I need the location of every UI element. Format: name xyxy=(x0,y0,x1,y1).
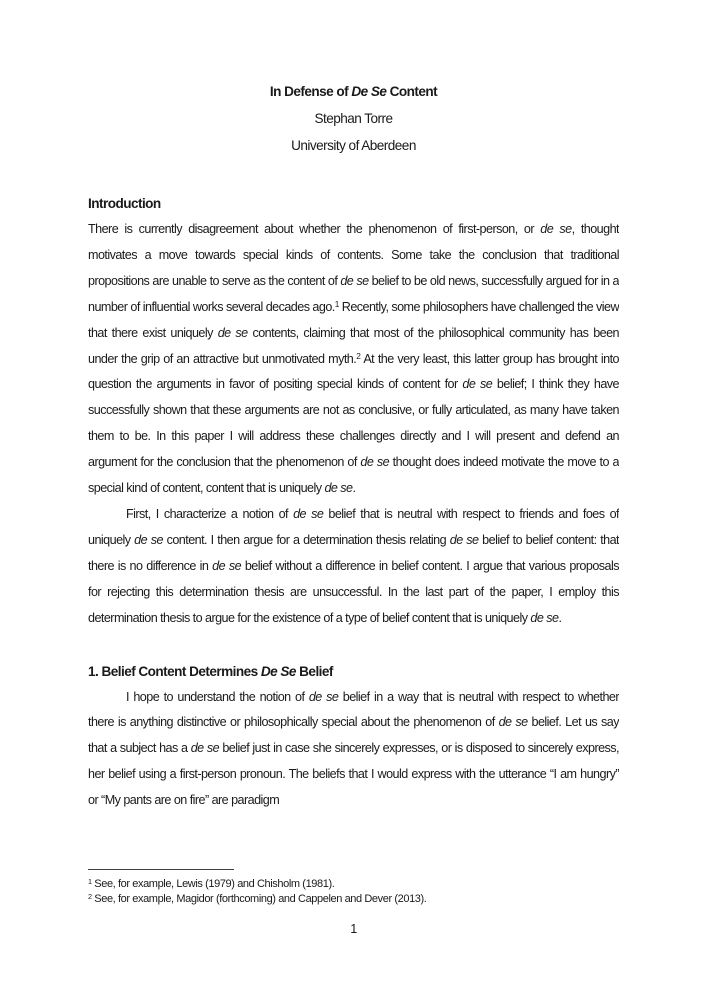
paragraph-section1-1 xyxy=(88,685,619,815)
text-segment: . xyxy=(558,610,562,625)
footnote-reference: 2 xyxy=(88,891,92,901)
text-segment: de se xyxy=(462,377,493,392)
section-heading-introduction: Introduction xyxy=(88,196,161,211)
text-segment: de se xyxy=(340,273,369,288)
text-segment: de se xyxy=(190,741,220,756)
text-segment: thought does indeed motivate the move to a special kind of content, content that is uniquely xyxy=(88,455,619,496)
page-number: 1 xyxy=(350,922,357,936)
footnote-reference: 2 xyxy=(356,350,361,361)
text-segment: belief; I think they have successfully shown that these arguments are not as conclusive, or fully articulated, as many have taken them to be. In this paper I will address these challenges directly and I will present and defend an argument for the conclusion that the phenomenon of xyxy=(88,377,619,470)
text-segment: De Se xyxy=(351,84,387,99)
text-segment: belief to be old news, successfully argued for in a number of influential works several decades ago. xyxy=(88,273,619,314)
author-affiliation: University of Aberdeen xyxy=(291,138,416,153)
text-segment: belief that is neutral with respect to friends and foes of uniquely xyxy=(88,506,619,547)
footnotes-area xyxy=(88,869,619,907)
text-segment: De Se xyxy=(260,663,296,679)
text-segment: See, for example, Lewis (1979) and Chisholm (1981). xyxy=(91,878,335,890)
text-segment: de se xyxy=(360,455,390,470)
author-name: Stephan Torre xyxy=(314,111,393,126)
text-segment: content. I then argue for a determination thesis relating xyxy=(162,532,450,547)
text-segment: de se xyxy=(498,715,528,730)
text-segment: There is currently disagreement about whether the phenomenon of first-person, or xyxy=(88,222,541,236)
paragraph-intro-1 xyxy=(88,217,619,502)
text-segment: contents, claiming that most of the philosophical community has been under the grip of an attractive but unmotivated myth. xyxy=(88,325,619,366)
text-segment: de se xyxy=(540,222,572,236)
text-segment: de se xyxy=(308,689,339,704)
text-segment: belief. Let us say that a subject has a xyxy=(88,715,619,756)
footnote-2 xyxy=(88,892,619,907)
text-segment: Belief xyxy=(295,663,333,679)
text-segment: . xyxy=(352,481,356,496)
text-segment: de se xyxy=(530,610,559,625)
paper-title xyxy=(88,78,619,105)
text-segment: belief without a difference in belief content. I argue that various proposals for rejecting this determination thesis are unsuccessful. In the last part of the paper, I employ this determination thesis to argue for the existence of a type of belief content that is uniquely xyxy=(88,558,619,625)
footnote-1 xyxy=(88,877,619,892)
text-segment: Content xyxy=(386,84,438,99)
text-segment: , thought motivates a move towards special kinds of contents. Some take the conclusion that traditional propositions are unable to serve as the content of xyxy=(88,222,619,288)
text-segment: de se xyxy=(217,325,248,340)
text-segment: First, I characterize a notion of xyxy=(126,506,294,521)
page-body xyxy=(88,0,619,870)
paragraph-intro-2 xyxy=(88,502,619,632)
footnote-reference: 1 xyxy=(334,298,339,309)
text-segment: de se xyxy=(324,481,353,496)
text-segment: belief to belief content: that there is no difference in xyxy=(88,532,619,573)
text-segment: belief just in case she sincerely expresses, or is disposed to sincerely express, her belief using a first-person pronoun. The beliefs that I would express with the utterance “I am hungry” or “My pants are on fire” are paradigm xyxy=(88,741,619,808)
text-segment: de se xyxy=(449,532,479,547)
text-segment: In Defense of xyxy=(269,84,352,99)
footnote-separator-line xyxy=(88,869,234,870)
text-segment: I hope to understand the notion of xyxy=(126,689,309,704)
text-segment: See, for example, Magidor (forthcoming) and Cappelen and Dever (2013). xyxy=(91,893,427,905)
text-segment: Recently, some philosophers have challenged the view that there exist uniquely xyxy=(88,299,619,340)
footnote-reference: 1 xyxy=(88,876,92,886)
text-segment: de se xyxy=(293,506,324,521)
title-block xyxy=(88,78,619,159)
text-segment: de se xyxy=(212,558,242,573)
text-segment: 1. Belief Content Determines xyxy=(88,663,261,679)
text-segment: belief in a way that is neutral with respect to whether there is anything distinctive or philosophically special about the phenomenon of xyxy=(88,689,619,730)
text-segment: At the very least, this latter group has brought into question the arguments in favor of positing special kinds of content for xyxy=(88,351,619,392)
text-segment: de se xyxy=(134,532,163,547)
section-heading-1 xyxy=(88,659,619,685)
